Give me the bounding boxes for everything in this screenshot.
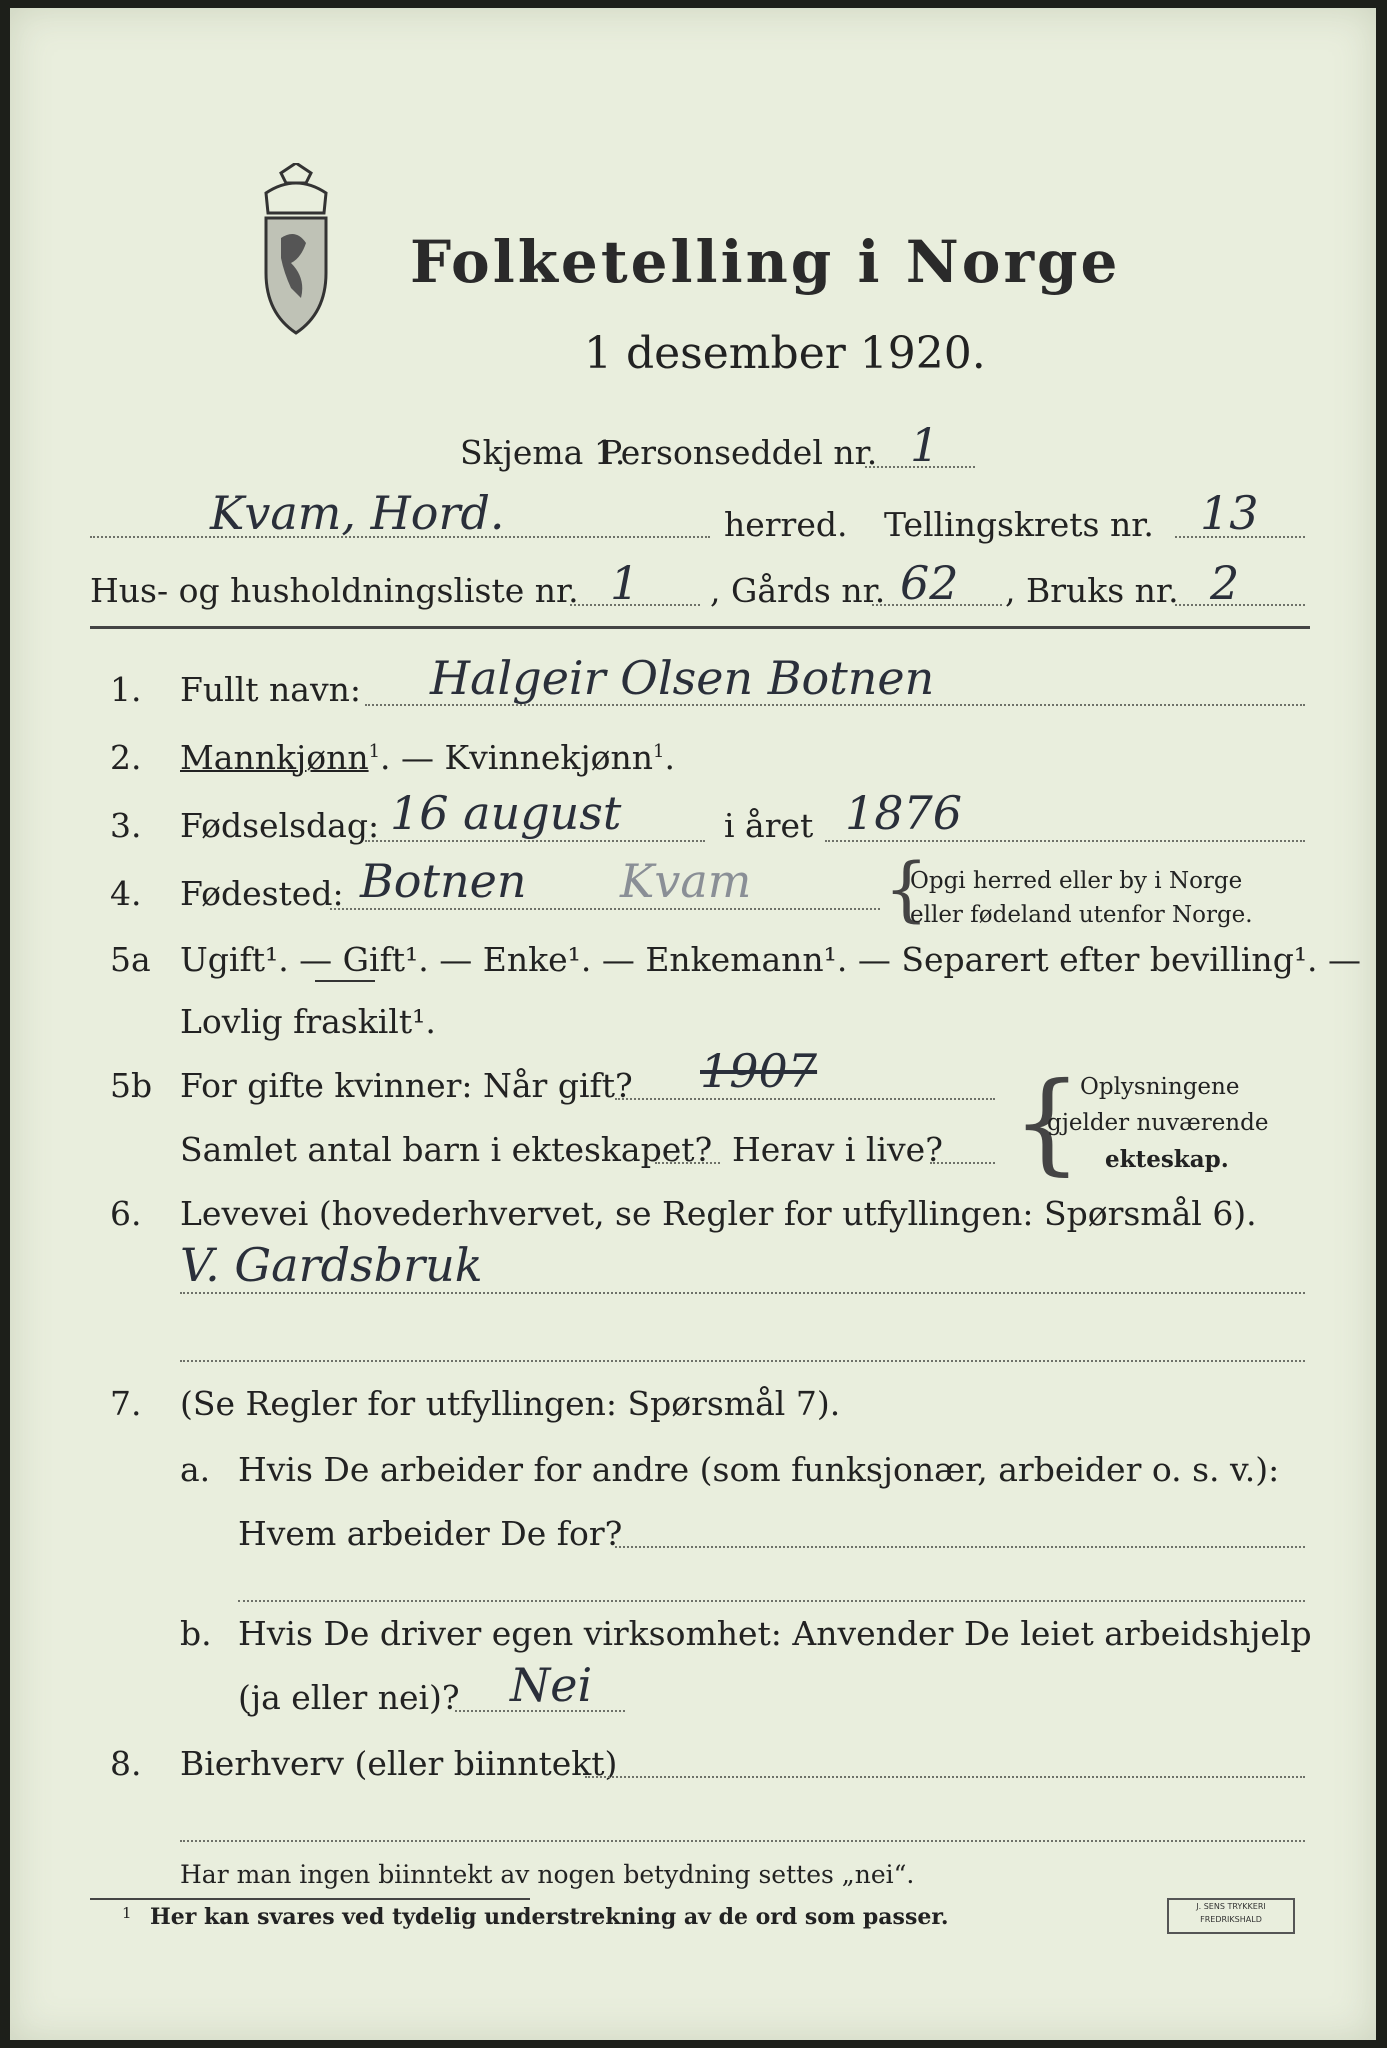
q3-number: 3. — [110, 806, 142, 845]
q5b-note-line1: Oplysningene — [1080, 1074, 1240, 1100]
q7a-field-line2 — [238, 1600, 1305, 1602]
q6-label: Levevei (hovederhvervet, se Regler for utfyllingen: Spørsmål 6). — [180, 1194, 1257, 1233]
q7b-line2: (ja eller nei)? — [238, 1678, 460, 1717]
q5a-line1[interactable]: Ugift¹. — Gift¹. — Enke¹. — Enkemann¹. — Separert efter bevilling¹. — — [180, 940, 1362, 979]
q4-note-line2: eller fødeland utenfor Norge. — [910, 902, 1253, 928]
footnote-divider — [90, 1898, 530, 1900]
q5b-label2: Samlet antal barn i ekteskapet? — [180, 1130, 713, 1169]
q6-field-line1 — [180, 1292, 1305, 1294]
q3-year-field-line — [825, 840, 1305, 842]
income-note: Har man ingen biinntekt av nogen betydning settes „nei“. — [180, 1860, 915, 1889]
q3-year-value[interactable]: 1876 — [845, 786, 963, 840]
q8-number: 8. — [110, 1744, 142, 1783]
q7b-value[interactable]: Nei — [510, 1658, 593, 1712]
footnote-number: 1 — [122, 1904, 132, 1922]
coat-of-arms-icon — [246, 163, 346, 347]
q3-year-label: i året — [724, 806, 814, 845]
bruks-label: , Bruks nr. — [1005, 571, 1179, 610]
q4-note-line1: Opgi herred eller by i Norge — [910, 868, 1243, 894]
q4-number: 4. — [110, 874, 142, 913]
q1-label: Fullt navn: — [180, 670, 361, 709]
q5b-note-brace: { — [1012, 1058, 1082, 1186]
q6-number: 6. — [110, 1194, 142, 1233]
liste-value[interactable]: 1 — [610, 556, 640, 610]
printer-stamp — [1167, 1898, 1295, 1934]
q5b-label3: Herav i live? — [732, 1130, 943, 1169]
herred-label: herred. — [724, 505, 848, 544]
q5b-number: 5b — [110, 1066, 153, 1105]
q5b-gift-field-line — [615, 1098, 995, 1100]
q5a-gift-underline — [315, 980, 375, 982]
q2-female-option[interactable]: Kvinnekjønn — [444, 738, 654, 777]
q7a-number: a. — [180, 1450, 211, 1489]
q5a-line2[interactable]: Lovlig fraskilt¹. — [180, 1002, 436, 1041]
q8-field-line1 — [585, 1776, 1305, 1778]
q7a-line1: Hvis De arbeider for andre (som funksjonær, arbeider o. s. v.): — [238, 1450, 1280, 1489]
q1-value[interactable]: Halgeir Olsen Botnen — [430, 651, 935, 705]
q7b-number: b. — [180, 1614, 212, 1653]
q5b-barn-field-line — [655, 1162, 720, 1164]
q6-field-line2 — [180, 1360, 1305, 1362]
q2-sex — [180, 738, 675, 777]
header-divider — [90, 626, 1310, 629]
footnote-text: Her kan svares ved tydelig understrekning av de ord som passer. — [150, 1904, 949, 1930]
q5b-label1: For gifte kvinner: Når gift? — [180, 1066, 633, 1105]
q8-field-line2 — [180, 1840, 1305, 1842]
q2-female-footnote: 1 — [653, 741, 665, 762]
q7a-field-line1 — [615, 1546, 1305, 1548]
q7-number: 7. — [110, 1384, 142, 1423]
schema-label: Skjema 1. — [460, 433, 626, 472]
personseddel-value[interactable]: 1 — [910, 418, 940, 472]
bruks-value[interactable]: 2 — [1210, 556, 1240, 610]
q4-label: Fødested: — [180, 874, 344, 913]
q2-end: . — [664, 738, 675, 777]
q5b-live-field-line — [930, 1162, 995, 1164]
krets-label: Tellingskrets nr. — [884, 505, 1154, 544]
q3-label: Fødselsdag: — [180, 806, 380, 845]
q4-note-brace: { — [884, 848, 929, 930]
q3-day-value[interactable]: 16 august — [390, 786, 622, 840]
q5b-note-line3: ekteskap. — [1105, 1146, 1229, 1173]
q5b-note-line2: gjelder nuværende — [1047, 1110, 1269, 1136]
q2-male-footnote: 1 — [368, 741, 381, 762]
gards-value[interactable]: 62 — [900, 556, 959, 610]
q7a-line2: Hvem arbeider De for? — [238, 1514, 623, 1553]
q7b-line1: Hvis De driver egen virksomhet: Anvender De leiet arbeidshjelp — [238, 1614, 1312, 1653]
printer-stamp-line2: FREDRIKSHALD — [1200, 1915, 1262, 1924]
q5b-value1[interactable]: 1907 — [700, 1044, 818, 1098]
form-title: Folketelling i Norge — [410, 228, 1121, 296]
q3-day-field-line — [365, 840, 705, 842]
q4-value-pencil[interactable]: Kvam — [620, 854, 752, 908]
q2-separator: . — — [380, 738, 445, 777]
q2-number: 2. — [110, 738, 142, 777]
census-date: 1 desember 1920. — [584, 328, 986, 379]
q1-number: 1. — [110, 670, 142, 709]
q6-value[interactable]: V. Gardsbruk — [180, 1238, 483, 1292]
q5a-number: 5a — [110, 940, 151, 979]
personseddel-label: Personseddel nr. — [600, 433, 878, 472]
herred-value[interactable]: Kvam, Hord. — [210, 486, 505, 540]
q4-field-line — [330, 908, 880, 910]
census-form — [10, 8, 1376, 2040]
q2-male-option[interactable]: Mannkjønn — [180, 738, 369, 777]
q7-label: (Se Regler for utfyllingen: Spørsmål 7). — [180, 1384, 841, 1423]
q8-label: Bierhverv (eller biinntekt) — [180, 1744, 618, 1783]
krets-value[interactable]: 13 — [1200, 486, 1259, 540]
printer-stamp-line1: J. SENS TRYKKERI — [1196, 1902, 1266, 1911]
gards-label: , Gårds nr. — [710, 571, 886, 610]
liste-label: Hus- og husholdningsliste nr. — [90, 571, 579, 610]
bruks-field-line — [1175, 604, 1305, 606]
q4-value[interactable]: Botnen — [360, 854, 527, 908]
